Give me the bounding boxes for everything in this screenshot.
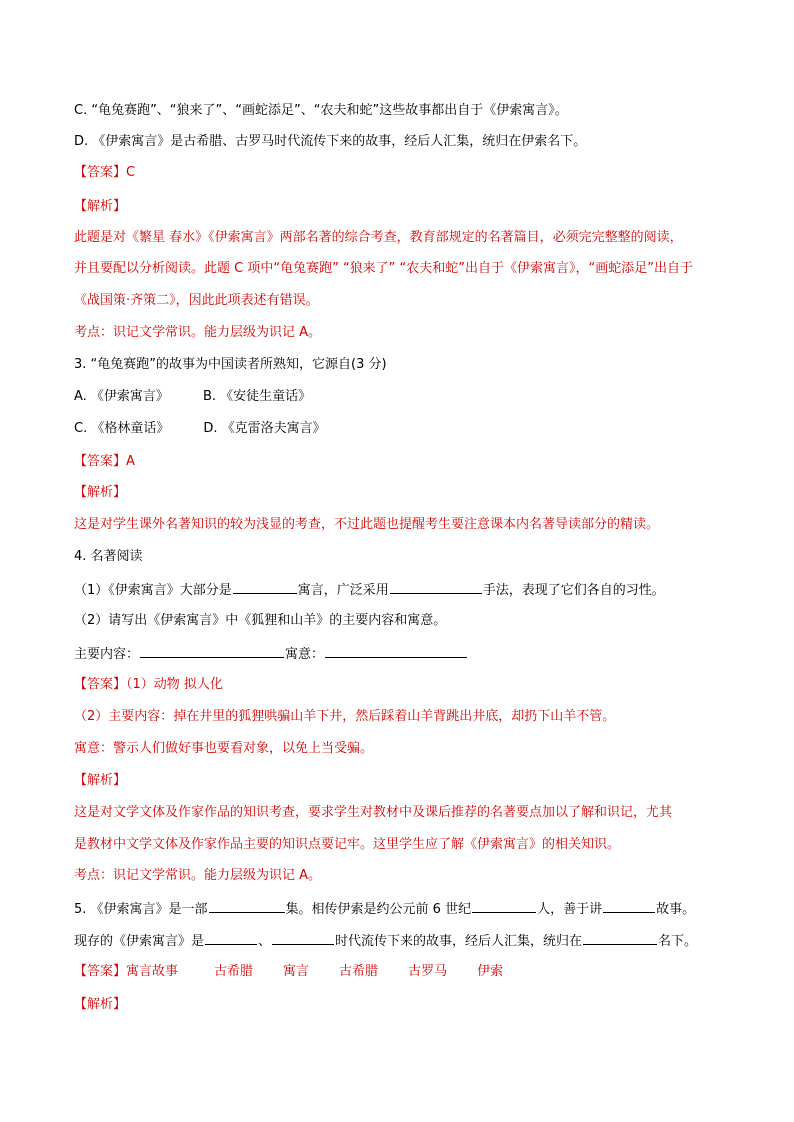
- answer-blank: [603, 897, 655, 913]
- question-4-fill-line: 主要内容： 寓意：: [74, 642, 734, 664]
- answer-blank: [205, 929, 257, 945]
- answer-blank: [272, 929, 334, 945]
- question-5-line-2: 现存的《伊索寓言》是 、 时代流传下来的故事，经后人汇集，统归在 名下。: [74, 929, 734, 951]
- analysis-label: 【解析】: [74, 199, 127, 214]
- analysis-text: 《战国策·齐策二》，因此此项表述有错误。: [74, 293, 319, 308]
- analysis-text: 这是对学生课外名著知识的较为浅显的考查，不过此题也提醒考生要注意课本内名著导读部分的精读。: [74, 517, 660, 532]
- analysis-text: 此题是对《繁星 春水》《伊索寓言》两部名著的综合考查，教育部规定的名著篇目，必须完完整整的阅读，: [74, 230, 683, 245]
- answer-label: 【答案】A: [74, 454, 135, 469]
- answer-blank: [325, 642, 467, 658]
- answer-blank: [140, 642, 284, 658]
- question-3-text: 3. “龟兔赛跑”的故事为中国读者所熟知，它源自(3 分): [74, 357, 387, 372]
- analysis-text: 这是对文学文体及作家作品的知识考查，要求学生对教材中及课后推荐的名著要点加以了解和识记，尤其: [74, 805, 673, 820]
- exam-point-text: 考点：识记文学常识。能力层级为识记 A。: [74, 868, 322, 883]
- question-4-part-1: （1）《伊索寓言》大部分是 寓言，广泛采用 手法，表现了它们各自的习性。: [74, 578, 734, 600]
- option-a: A. 《伊索寓言》: [74, 389, 169, 404]
- answer-blank: [233, 578, 297, 594]
- question-4-part-2: （2）请写出《伊索寓言》中《狐狸和山羊》的主要内容和寓意。: [74, 613, 447, 628]
- answer-label: 【答案】C: [74, 165, 136, 180]
- question-3-options-cd: [74, 418, 734, 440]
- exam-point-text: 考点：识记文学常识。能力层级为识记 A。: [74, 325, 322, 340]
- analysis-label: 【解析】: [74, 997, 127, 1012]
- option-c: C. 《格林童话》: [74, 421, 170, 436]
- answer-blank: [209, 897, 285, 913]
- analysis-text: 是教材中文学文体及作家作品主要的知识点要记牢。这里学生应了解《伊索寓言》的相关知识。: [74, 837, 621, 852]
- question-5-line-1: 5. 《伊索寓言》是一部 集。相传伊索是约公元前 6 世纪 人，善于讲 故事。: [74, 897, 734, 919]
- answer-blank: [472, 897, 536, 913]
- option-d: D. 《克雷洛夫寓言》: [203, 421, 326, 436]
- answer-text: 寓意：警示人们做好事也要看对象，以免上当受骗。: [74, 741, 374, 756]
- analysis-label: 【解析】: [74, 773, 127, 788]
- option-d-text: D. 《伊索寓言》是古希腊、古罗马时代流传下来的故事，经后人汇集，统归在伊索名下。: [74, 134, 587, 149]
- answer-label: 【答案】（1）动物 拟人化: [74, 677, 223, 692]
- answer-line: 【答案】寓言故事 古希腊 寓言 古希腊 古罗马 伊索: [74, 964, 504, 979]
- answer-blank: [583, 929, 657, 945]
- option-b: B. 《安徒生童话》: [202, 389, 312, 404]
- answer-blank: [390, 578, 482, 594]
- answer-text: （2）主要内容：掉在井里的狐狸哄骗山羊下井，然后踩着山羊背跳出井底，却扔下山羊不管。: [74, 709, 616, 724]
- question-4-title: 4. 名著阅读: [74, 549, 143, 564]
- analysis-text: 并且要配以分析阅读。此题 C 项中“龟兔赛跑” “狼来了” “农夫和蛇”出自于《伊索寓言》，“画蛇添足”出自于: [74, 261, 693, 276]
- question-3-options-ab: [74, 386, 734, 408]
- option-c-text: C. “龟兔赛跑”、“狼来了”、“画蛇添足”、“农夫和蛇”这些故事都出自于《伊索寓言》。: [74, 103, 568, 118]
- analysis-label: 【解析】: [74, 485, 127, 500]
